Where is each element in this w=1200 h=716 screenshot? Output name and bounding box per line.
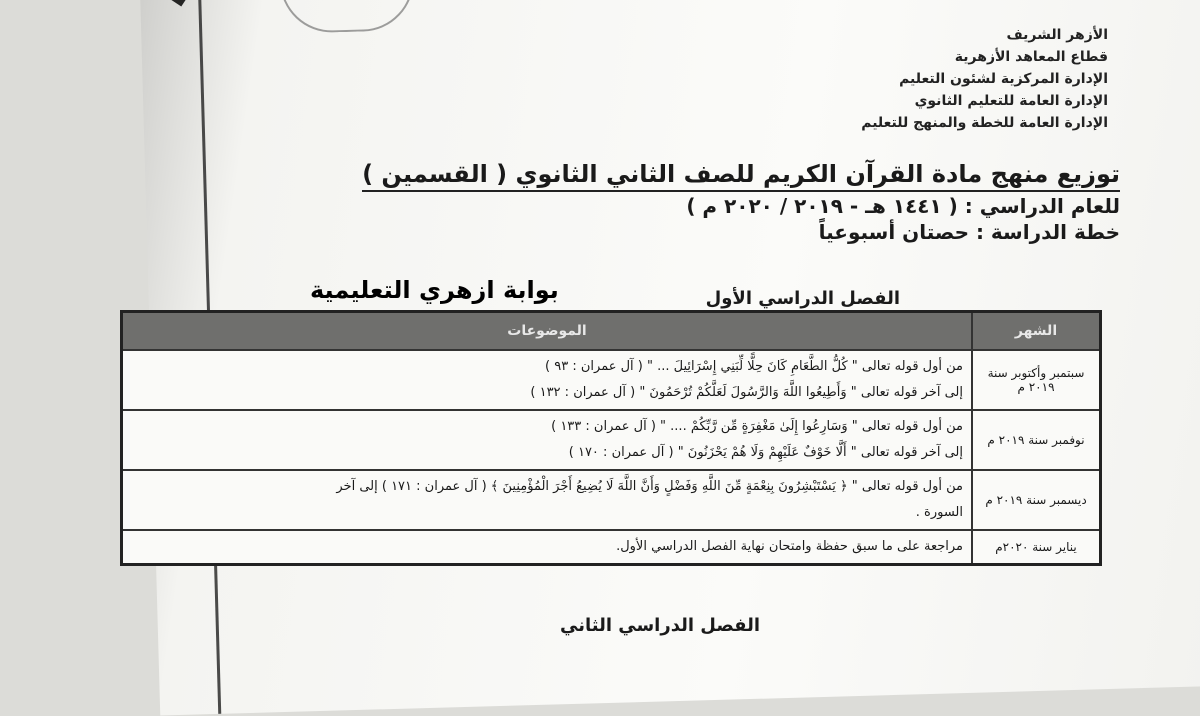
month-cell: يناير سنة ٢٠٢٠م (972, 530, 1101, 565)
corner-scribble (170, 0, 295, 56)
header-line: الإدارة العامة للخطة والمنهج للتعليم (861, 115, 1108, 131)
header-line: الأزهر الشريف (1006, 27, 1108, 43)
academic-year: للعام الدراسي : ( ١٤٤١ هـ - ٢٠١٩ / ٢٠٢٠ م ) (686, 194, 1120, 218)
watermark-text: بوابة ازهري التعليمية (310, 276, 559, 304)
month-cell: سبتمبر وأكتوبر سنة ٢٠١٩ م (972, 350, 1101, 410)
topic-line: إلى آخر قوله تعالى " وَأَطِيعُوا اللَّهَ وَالرَّسُولَ لَعَلَّكُمْ تُرْحَمُونَ " ( آل عمران : ١٣٢ ) (530, 385, 963, 400)
topic-line: إلى آخر قوله تعالى " أَلَّا خَوْفٌ عَلَيْهِمْ وَلَا هُمْ يَحْزَنُونَ " ( آل عمران : ١٧٠ ) (568, 445, 963, 460)
title-block (362, 160, 1120, 244)
topic-cell (122, 530, 973, 565)
topic-line: من أول قوله تعالى " ﴿ يَسْتَبْشِرُونَ بِنِعْمَةٍ مِّنَ اللَّهِ وَفَضْلٍ وَأَنَّ اللَّهَ لَا يُضِيعُ أَجْرَ الْمُؤْمِنِينَ ﴾ ( آل عمران : ١٧١ ) إلى آخر (336, 479, 963, 494)
topic-line: السورة . (915, 505, 963, 520)
topic-cell (122, 350, 973, 410)
table-header-row (122, 312, 1101, 351)
table-row (122, 530, 1101, 565)
header-line: الإدارة المركزية لشئون التعليم (899, 71, 1108, 87)
month-cell: ديسمبر سنة ٢٠١٩ م (972, 470, 1101, 530)
table-row (122, 470, 1101, 530)
month-cell: نوفمبر سنة ٢٠١٩ م (972, 410, 1101, 470)
study-plan: خطة الدراسة : حصتان أسبوعياً (818, 220, 1120, 244)
second-term-heading: الفصل الدراسي الثاني (560, 615, 760, 636)
month-column-header: الشهر (972, 312, 1101, 351)
header-line: الإدارة العامة للتعليم الثانوي (914, 93, 1108, 109)
topics-column-header: الموضوعات (122, 312, 973, 351)
table-row (122, 350, 1101, 410)
topic-cell (122, 470, 973, 530)
azhar-seal-logo (280, 0, 415, 34)
term-title: الفصل الدراسي الأول (705, 288, 900, 309)
topic-line: مراجعة على ما سبق حفظة وامتحان نهاية الفصل الدراسي الأول. (616, 539, 963, 554)
topic-line: من أول قوله تعالى " وَسَارِعُوا إِلَىٰ مَغْفِرَةٍ مِّن رَّبِّكُمْ .... " ( آل عمران : ١٣٣ ) (551, 419, 963, 434)
institution-header (861, 24, 1108, 134)
topic-cell (122, 410, 973, 470)
table-row (122, 410, 1101, 470)
topic-line: من أول قوله تعالى " كُلُّ الطَّعَامِ كَانَ حِلًّا لِّبَنِي إِسْرَائِيلَ ... " ( آل عمران : ٩٣ ) (545, 359, 963, 374)
header-line: قطاع المعاهد الأزهرية (954, 49, 1108, 65)
document-title: توزيع منهج مادة القرآن الكريم للصف الثاني الثانوي ( القسمين ) (362, 160, 1120, 192)
syllabus-table (120, 310, 1102, 566)
